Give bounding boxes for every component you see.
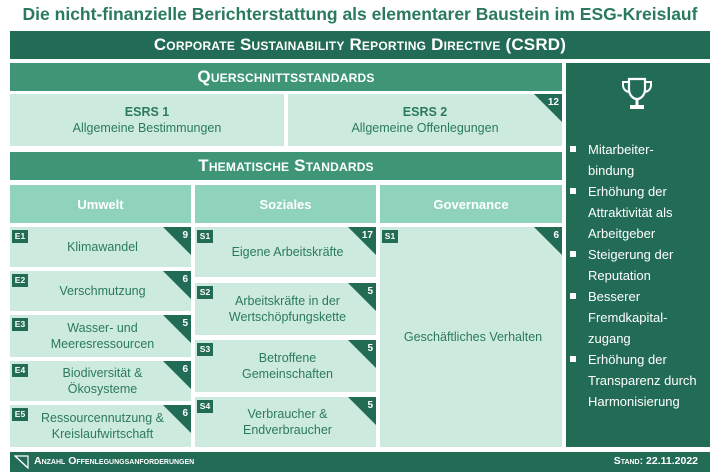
footer-bar bbox=[10, 452, 710, 472]
standard-s4: S4 Verbraucher & Endverbraucher 5 bbox=[195, 397, 376, 447]
benefit-item: Besserer Fremdkapital-zugang bbox=[566, 286, 696, 349]
trophy-icon bbox=[616, 73, 658, 115]
footer-date: Stand: 22.11.2022 bbox=[613, 455, 698, 467]
standard-e3: E3 Wasser- und Meeresressourcen 5 bbox=[10, 315, 191, 357]
esrs2-title: ESRS 2 bbox=[402, 105, 448, 119]
standard-e4: E4 Biodiversität & Ökosysteme 6 bbox=[10, 361, 191, 401]
esrs1-title: ESRS 1 bbox=[124, 105, 170, 119]
benefit-item: Erhöhung der Attraktivität als Arbeitgeber bbox=[566, 181, 710, 244]
page-title: Die nicht-finanzielle Berichterstattung als elementarer Baustein im ESG-Kreislauf bbox=[22, 4, 698, 24]
benefit-item: Steigerung der Reputation bbox=[566, 244, 710, 286]
standard-g1: S1 Geschäftliches Verhalten 6 bbox=[380, 227, 562, 447]
esrs2-card bbox=[288, 94, 562, 146]
column-header-umwelt: Umwelt bbox=[10, 185, 191, 223]
csrd-banner: Corporate Sustainability Reporting Directive (CSRD) bbox=[10, 31, 710, 59]
cross-cutting-banner: Querschnittsstandards bbox=[10, 63, 562, 91]
standard-s3: S3 Betroffene Gemeinschaften 5 bbox=[195, 340, 376, 392]
benefits-panel bbox=[566, 63, 710, 447]
standard-e5: E5 Ressourcennutzung & Kreislaufwirtschaft 6 bbox=[10, 405, 191, 447]
column-header-governance: Governance bbox=[380, 185, 562, 223]
legend-triangle-icon bbox=[14, 455, 29, 469]
standard-s2: S2 Arbeitskräfte in der Wertschöpfungskette 5 bbox=[195, 283, 376, 335]
column-header-soziales: Soziales bbox=[195, 185, 376, 223]
standard-s1: S1 Eigene Arbeitskräfte 17 bbox=[195, 227, 376, 277]
esrs2-subtitle: Allgemeine Offenlegungen bbox=[351, 121, 499, 135]
footer-legend: Anzahl Offenlegungsanforderungen bbox=[34, 455, 195, 467]
esrs1-subtitle: Allgemeine Bestimmungen bbox=[72, 121, 222, 135]
benefit-item: Erhöhung der Transparenz durch Harmonisierung bbox=[566, 349, 710, 412]
esrs1-card bbox=[10, 94, 284, 146]
standard-e2: E2 Verschmutzung 6 bbox=[10, 271, 191, 311]
disclosure-count-badge: 12 bbox=[534, 94, 562, 122]
benefit-item: Mitarbeiter-bindung bbox=[566, 139, 676, 181]
standard-e1: E1 Klimawandel 9 bbox=[10, 227, 191, 267]
thematic-banner: Thematische Standards bbox=[10, 152, 562, 180]
